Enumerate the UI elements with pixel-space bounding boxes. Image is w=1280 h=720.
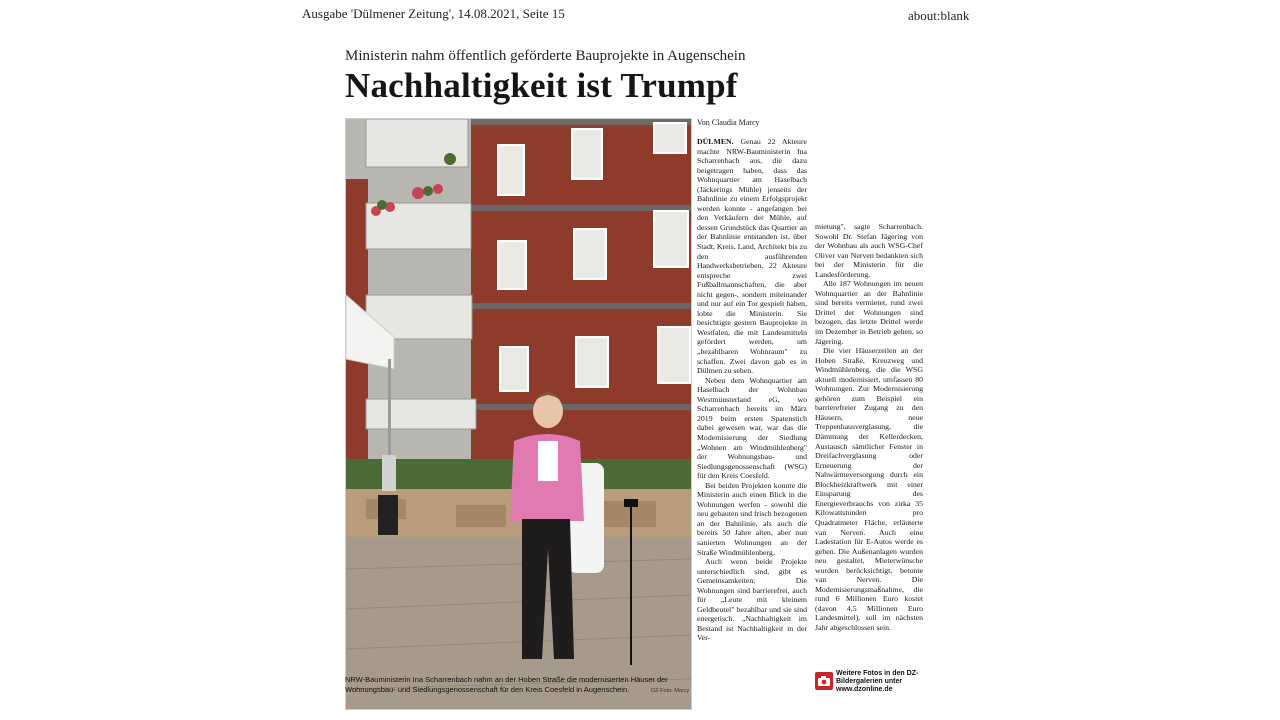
- photo-credit: DZ-Foto: Marcy: [651, 688, 690, 694]
- article-photo: [345, 118, 692, 710]
- dateline: DÜLMEN.: [697, 137, 734, 146]
- paragraph: Alle 187 Wohnungen im neuen Wohnquartier an der Bahnlinie sind bereits vermietet, rund zwei Drittel der Wohnungen sind bezogen, das letzte Drittel werde im Dezember in Betrieb gehen, so Jägering.: [815, 279, 923, 346]
- paragraph: Bei beiden Projekten konnte die Ministerin auch einen Blick in die Wohnungen werfen - sowohl die neu gebauten und frisch bezogenen an der Bahnlinie, als auch die bereits 50 Jahre alten, aber nun sanierten Wohnungen an der Straße Windmühlenberg.: [697, 480, 807, 557]
- camera-icon: [815, 672, 833, 690]
- paragraph: Die vier Häuserzeilen an der Hoben Straße, Kreuzweg und Windmühlenberg, die die WSG aktuell modernisiert, umfassen 80 Wohnungen. Zur Modernisierung gehören zum Beispiel ein barrierefreier Zugang zu den Häusern, neue Treppenhausverglasung, die Dämmung der Kellerdecken, Austausch sämtlicher Fenster in Dreifachverglasung oder Erneuerung der Nahwärmeversorgung durch ein Blockheizkraftwerk mit einer Einsparung des Energieverbrauchs von zirka 35 Kilowattstunden pro Quadratmeter Fläche, erläuterte van Nerven. Auch eine Ladestation für E-Autos werde es geben. Die Außenanlagen wurden neu gestaltet, Mieterwünsche wurden berücksichtigt, betonte van Nerven. Die Modernisierungsmaßnahme, die rund 6 Millionen Euro kostet (davon 4,5 Millionen Euro Landesmittel), soll im nächsten Jahr abgeschlossen sein.: [815, 346, 923, 632]
- article-headline: Nachhaltigkeit ist Trumpf: [345, 66, 738, 105]
- paragraph: Neben dem Wohnquartier am Haselbach der Wohnbau Westmünsterland eG, wo Scharrenbach bereits im März 2019 beim ersten Spatenstich dabei gewesen war, war das die Modernisierung der Siedlung „Wohnen am Windmühlenberg" der Wohnungsbau- und Siedlungsgenossenschaft (WSG) für den Kreis Coesfeld.: [697, 375, 807, 481]
- paragraph: Auch wenn beide Projekte unterschiedlich sind, gibt es Gemeinsamkeiten: Die Wohnungen sind barrierefrei, auch für „Leute mit kleinem Geldbeutel" bezahlbar und sie sind energetisch. „Nachhaltigkeit im Bestand ist Nachhaltigkeit in der Ver-: [697, 557, 807, 643]
- promo-text: Weitere Fotos in den DZ-Bildergalerien unter www.dzonline.de: [836, 670, 919, 693]
- newspaper-page: [345, 44, 927, 704]
- photo-caption: NRW-Bauministerin Ina Scharrenbach nahm an der Hoben Straße die modernisierten Häuser der Wohnungsbau- und Siedlungsgenossenschaft für den Kreis Coesfeld in Augenschein.: [345, 675, 668, 694]
- print-header: Ausgabe 'Dülmener Zeitung', 14.08.2021, Seite 15: [302, 6, 565, 21]
- photo-gallery-promo[interactable]: [815, 670, 925, 696]
- photo-illustration: [346, 119, 691, 709]
- article-kicker: Ministerin nahm öffentlich geförderte Bauprojekte in Augenschein: [345, 48, 746, 64]
- article-byline: Von Claudia Marcy: [697, 118, 760, 127]
- paragraph-lead: DÜLMEN. Genau 22 Akteure machte NRW-Bauministerin Ina Scharrenbach aus, die dazu beigetragen haben, dass das Wohnquartier am Haselbach (Jäckerings Mühle) jenseits der Bahnlinie zu einem Erfolgsprojekt werden konnte - angefangen bei den Verkäufern der Mühle, auf dessen Grundstück das Quartier an der Bahnlinie entstanden ist, über Stadt, Kreis, Land, Architekt bis zu den ausführenden Handwerksbetrieben. 22 Akteure entspreche zwei Fußballmannschaften, die aber nicht gegen-, sondern miteinander und nur auf ein Tor gespielt haben, lobte die Ministerin. Sie besichtigte gestern Bauprojekte in Westfalen, die mit Landesmitteln gefördert werden, um „bezahlbaren Wohnraum" zu schaffen. Zwei davon gab es in Dülmen zu sehen.: [697, 137, 808, 376]
- paragraph: mietung", sagte Scharrenbach. Sowohl Dr. Stefan Jägering von der Wohnbau als auch WSG-Chef Oliver van Nerven bedankten sich bei der Ministerin für die Landesförderung.: [815, 222, 923, 279]
- article-column-1: [697, 137, 807, 643]
- print-url: about:blank: [908, 8, 970, 23]
- article-column-2: [815, 222, 923, 633]
